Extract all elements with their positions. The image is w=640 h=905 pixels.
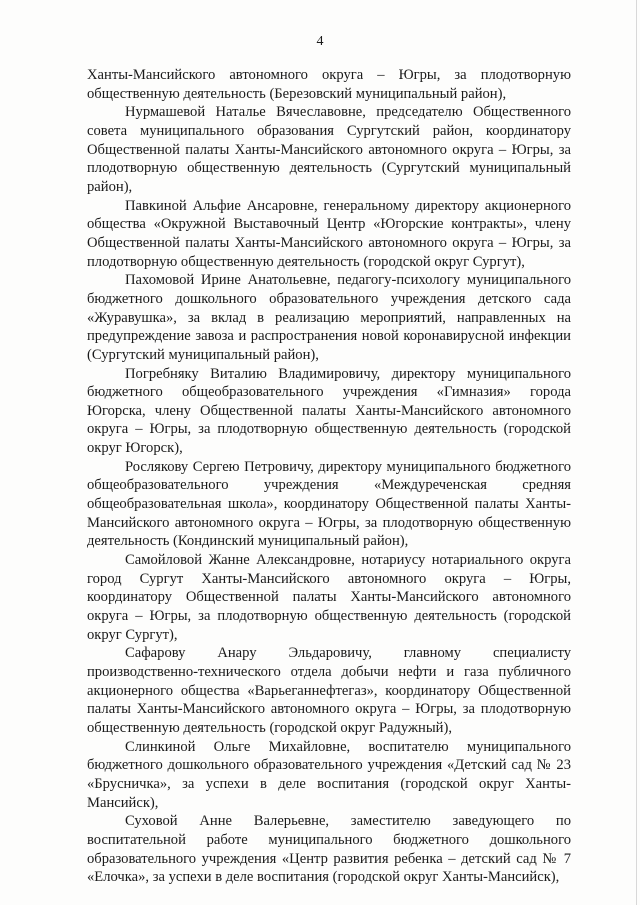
award-paragraph: Пахомовой Ирине Анатольевне, педагогу-психологу муниципального бюджетного дошкольного образовательного учреждения детского сада «Журавушка», за вклад в реализацию мероприятий, направленных на предупреждение завоза и распространения новой коронавирусной инфекции (Сургутский муниципальный район), (87, 272, 571, 363)
award-paragraph: Самойловой Жанне Александровне, нотариусу нотариального округа город Сургут Ханты-Мансийского автономного округа – Югры, координатору Общественной палаты Ханты-Мансийского автономного округа – Югры, за плодотворную общественную деятельность (городской округ Сургут), (87, 552, 571, 643)
award-paragraph: Погребняку Виталию Владимировичу, директору муниципального бюджетного общеобразовательного учреждения «Гимназия» города Югорска, члену Общественной палаты Ханты-Мансийского автономного округа – Югры, за плодотворную общественную деятельность (городской округ Югорск), (87, 365, 571, 457)
scan-edge-line (636, 0, 637, 905)
award-paragraph: Рослякову Сергею Петровичу, директору муниципального бюджетного общеобразовательного учреждения «Междуреченская средняя общеобразовательная школа», координатору Общественной палаты Ханты-Мансийского автономного округа – Югры, за плодотворную общественную деятельность (Кондинский муниципальный район), (87, 458, 571, 550)
award-paragraph: Сафарову Анару Эльдаровичу, главному специалисту производственно-технического отдела добычи нефти и газа публичного акционерного общества «Варьеганнефтегаз», координатору Общественной палаты Ханты-Мансийского автономного округа – Югры, за плодотворную общественную деятельность (городской округ Радужный), (87, 645, 571, 736)
award-paragraph: Павкиной Альфие Ансаровне, генеральному директору акционерного общества «Окружной Выставочный Центр «Югорские контракты», члену Общественной палаты Ханты-Мансийского автономного округа – Югры, за плодотворную общественную деятельность (городской округ Сургут), (87, 197, 571, 270)
award-paragraph: Слинкиной Ольге Михайловне, воспитателю муниципального бюджетного дошкольного образовательного учреждения «Детский сад № 23 «Брусничка», за успехи в деле воспитания (городской округ Ханты-Мансийск), (87, 738, 571, 811)
paragraph-continuation: Ханты-Мансийского автономного округа – Югры, за плодотворную общественную деятельность (Березовский муниципальный район), (87, 67, 571, 102)
document-body (87, 66, 571, 887)
award-paragraph: Суховой Анне Валерьевне, заместителю заведующего по воспитательной работе муниципального бюджетного дошкольного образовательного учреждения «Центр развития ребенка – детский сад № 7 «Елочка», за успехи в деле воспитания (городской округ Ханты-Мансийск), (87, 813, 571, 886)
page-number: 4 (316, 34, 324, 49)
award-paragraph: Нурмашевой Наталье Вячеславовне, председателю Общественного совета муниципального образования Сургутский район, координатору Общественной палаты Ханты-Мансийского автономного округа – Югры, за плодотворную общественную деятельность (Сургутский муниципальный район), (87, 104, 571, 195)
